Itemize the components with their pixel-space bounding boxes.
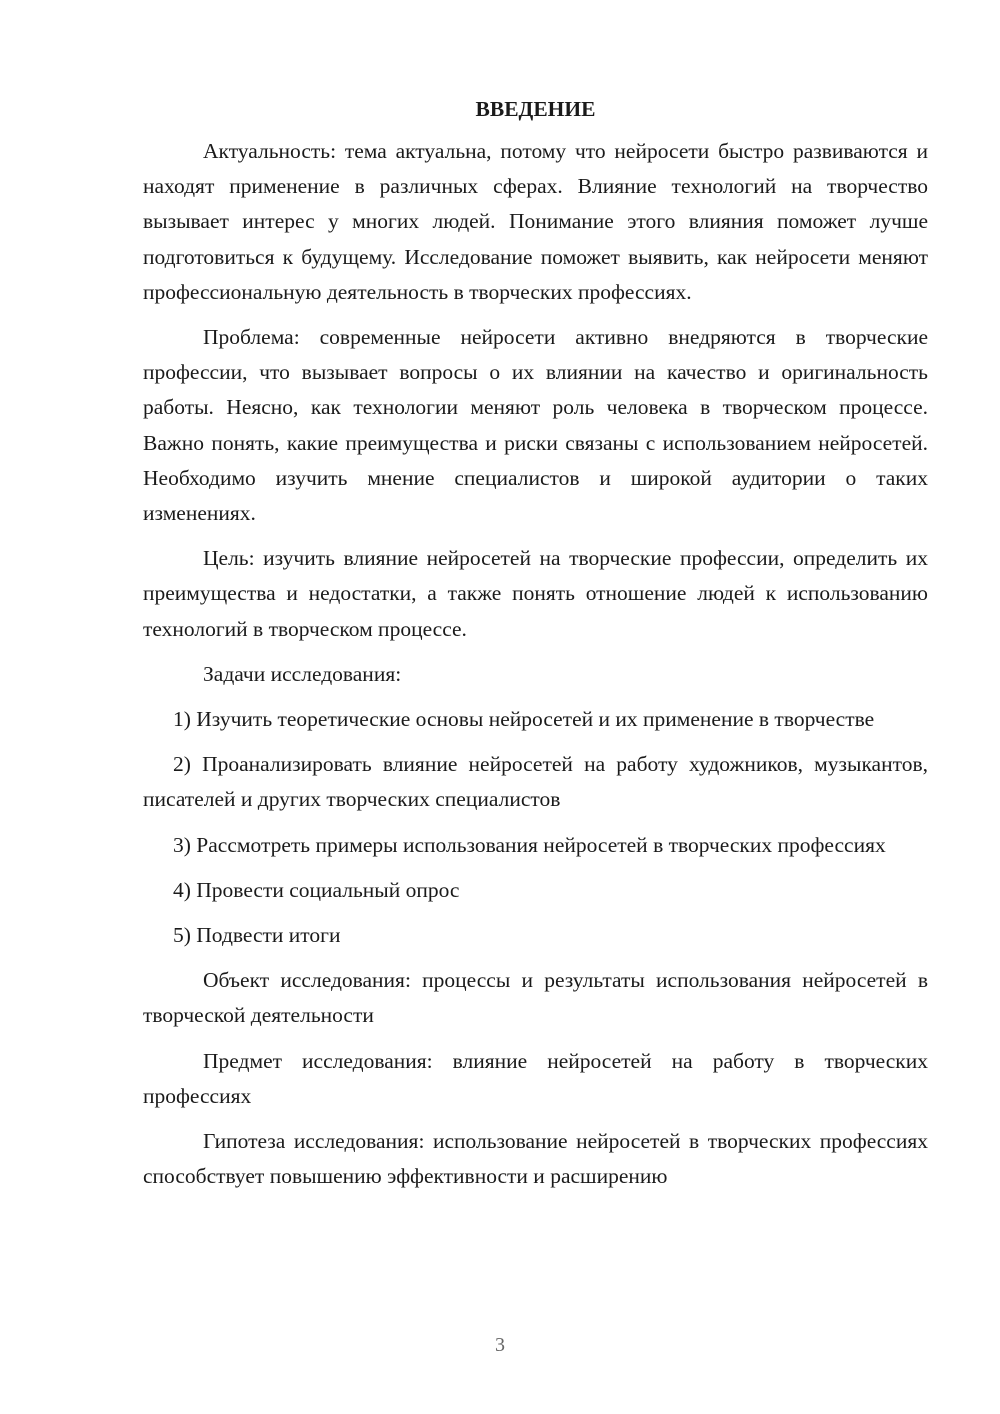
section-title: ВВЕДЕНИЕ — [475, 97, 596, 121]
goal-paragraph: Цель: изучить влияние нейросетей на творческие профессии, определить их преимущества и недостатки, а также понять отношение людей к использованию технологий в творческом процессе. — [143, 546, 928, 641]
list-item: 1) Изучить теоретические основы нейросетей и их применение в творчестве — [173, 707, 875, 732]
hypothesis-paragraph: Гипотеза исследования: использование нейросетей в творческих профессиях способствует повышению эффективности и расширению — [143, 1129, 928, 1189]
subject-paragraph: Предмет исследования: влияние нейросетей на работу в творческих профессиях — [143, 1048, 928, 1108]
problem-paragraph: Проблема: современные нейросети активно внедряются в творческие профессии, что вызывает вопросы о их влиянии на качество и оригинальность работы. Неясно, как технологии меняют роль человека в творческом процессе. Важно понять, какие преимущества и риски связаны с использованием нейросетей. Необходимо изучить мнение специалистов и широкой аудитории о таких изменениях. — [143, 325, 928, 526]
page-number: 3 — [495, 1334, 505, 1356]
object-paragraph: Объект исследования: процессы и результаты использования нейросетей в творческой деятельности — [143, 968, 928, 1028]
list-item: 2) Проанализировать влияние нейросетей на работу художников, музыкантов, писателей и других творческих специалистов — [143, 752, 928, 812]
relevance-paragraph: Актуальность: тема актуальна, потому что нейросети быстро развиваются и находят применение в различных сферах. Влияние технологий на творчество вызывает интерес у многих людей. Понимание этого влияния поможет лучше подготовиться к будущему. Исследование поможет выявить, как нейросети меняют профессиональную деятельность в творческих профессиях. — [143, 139, 928, 304]
tasks-heading: Задачи исследования: — [203, 661, 402, 686]
list-item: 4) Провести социальный опрос — [173, 877, 460, 902]
tasks-list — [143, 702, 928, 953]
list-item: 3) Рассмотреть примеры использования нейросетей в творческих профессиях — [173, 832, 886, 857]
document-page — [143, 92, 928, 1204]
list-item: 5) Подвести итоги — [173, 923, 341, 948]
